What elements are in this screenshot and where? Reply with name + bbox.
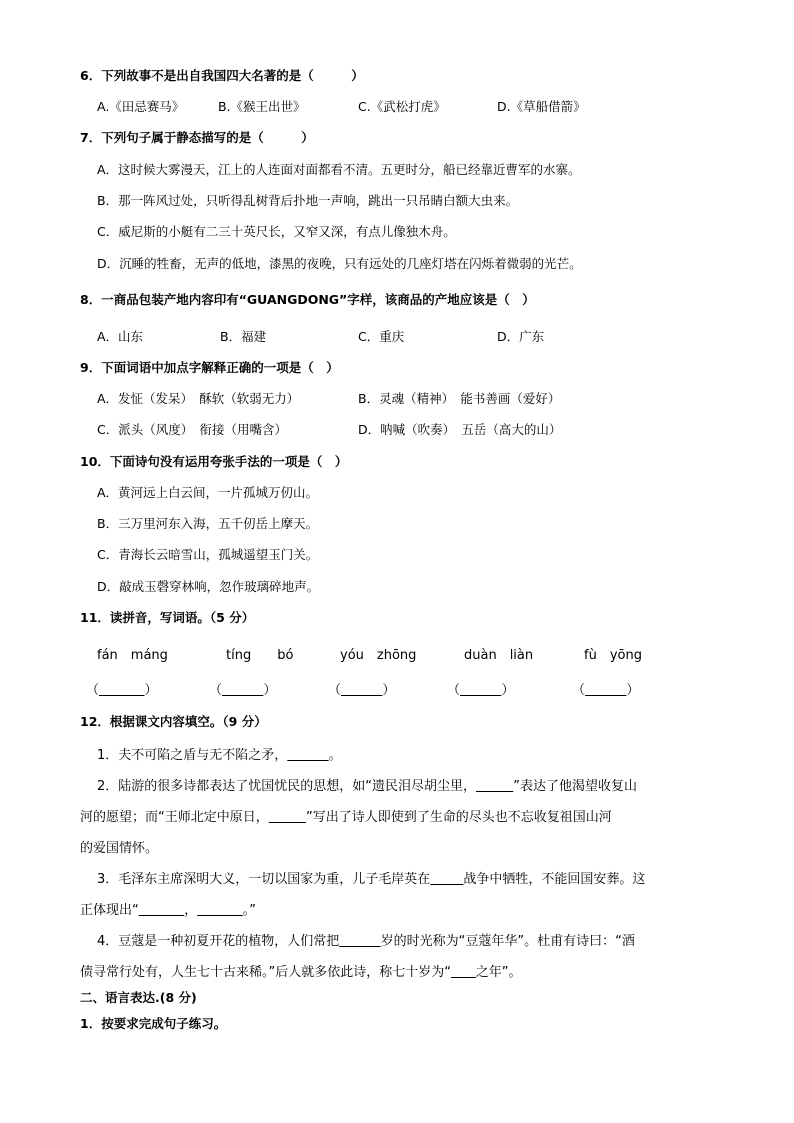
- bracket-close: ）: [626, 683, 640, 698]
- bracket-open: （: [572, 683, 586, 698]
- text: 之年”。: [475, 965, 522, 980]
- bracket-close: ）: [263, 683, 277, 698]
- bracket-close: ）: [144, 683, 158, 698]
- q8-option-b: B．福建: [220, 329, 267, 344]
- fill-blank[interactable]: [139, 903, 184, 918]
- q12-item-4-line-1: [97, 930, 635, 949]
- fill-blank[interactable]: [287, 748, 328, 763]
- q7-option-c: C．威尼斯的小艇有二三十英尺长，又窄又深，有点儿像独木舟。: [97, 224, 456, 239]
- q12-item-2-line-3: 的爱国情怀。: [80, 841, 159, 856]
- bracket-open: （: [328, 683, 342, 698]
- text: ”表达了他渴望收复山: [513, 779, 637, 794]
- answer-box-2[interactable]: [209, 679, 276, 698]
- text: 正体现出“: [80, 903, 139, 918]
- answer-box-4[interactable]: [447, 679, 514, 698]
- text: ，: [184, 903, 198, 918]
- q10-option-c: C．青海长云暗雪山，孤城遥望玉门关。: [97, 547, 319, 562]
- question-11-stem: 11．读拼音，写词语。（5 分）: [80, 610, 255, 625]
- q9-option-b: B．灵魂（精神） 能书善画（爱好）: [358, 391, 561, 406]
- pinyin-3: yóu zhōng: [340, 648, 417, 663]
- fill-blank[interactable]: [476, 779, 513, 794]
- text: 4．豆蔻是一种初夏开花的植物，人们常把: [97, 934, 340, 949]
- section-2-question-1: 1．按要求完成句子练习。: [80, 1016, 227, 1031]
- bracket-open: （: [86, 683, 100, 698]
- q12-item-4-line-2: [80, 961, 522, 980]
- text: 2．陆游的很多诗都表达了忧国忧民的思想，如“遗民泪尽胡尘里，: [97, 779, 477, 794]
- q12-item-3-line-2: [80, 899, 256, 918]
- fill-blank[interactable]: [197, 903, 242, 918]
- question-8-stem: 8．一商品包装产地内容印有“GUANGDONG”字样，该商品的产地应该是（ ）: [80, 292, 535, 307]
- pinyin-5: fù yōng: [584, 648, 642, 663]
- q12-item-3-line-1: [97, 868, 645, 887]
- answer-box-1[interactable]: [86, 679, 158, 698]
- question-9-stem: 9．下面词语中加点字解释正确的一项是（ ）: [80, 360, 339, 375]
- q9-option-c: C．派头（风度） 衔接（用嘴含）: [97, 422, 287, 437]
- q6-option-c: C.《武松打虎》: [358, 99, 446, 114]
- text: 河的愿望；而“王师北定中原日，: [80, 810, 269, 825]
- fill-blank[interactable]: [430, 872, 463, 887]
- text: 岁的时光称为“豆蔻年华”。杜甫有诗曰：“酒: [380, 934, 635, 949]
- q6-option-d: D.《草船借箭》: [497, 99, 586, 114]
- text: 1．夫不可陷之盾与无不陷之矛，: [97, 748, 288, 763]
- q12-item-2-line-1: [97, 775, 637, 794]
- question-10-stem: 10．下面诗句没有运用夸张手法的一项是（ ）: [80, 454, 348, 469]
- question-12-stem: 12．根据课文内容填空。（9 分）: [80, 714, 267, 729]
- q10-option-a: A．黄河远上白云间，一片孤城万仞山。: [97, 485, 319, 500]
- q12-item-1: [97, 744, 342, 763]
- question-6-stem: 6．下列故事不是出自我国四大名著的是（ ）: [80, 68, 364, 83]
- q8-option-c: C．重庆: [358, 329, 405, 344]
- q6-option-b: B.《猴王出世》: [218, 99, 306, 114]
- q10-option-d: D．敲成玉磬穿林响，忽作玻璃碎地声。: [97, 579, 320, 594]
- text: 。”: [242, 903, 256, 918]
- q10-option-b: B．三万里河东入海，五千仞岳上摩天。: [97, 516, 319, 531]
- text: 战争中牺牲，不能回国安葬。这: [463, 872, 646, 887]
- text: 3．毛泽东主席深明大义，一切以国家为重，儿子毛岸英在: [97, 872, 431, 887]
- text: 。: [328, 748, 342, 763]
- section-2-title: 二、语言表达.(8 分): [80, 990, 197, 1005]
- q7-option-a: A．这时候大雾漫天，江上的人连面对面都看不清。五更时分，船已经靠近曹军的水寨。: [97, 162, 581, 177]
- fill-blank[interactable]: [451, 965, 476, 980]
- pinyin-2: tíng bó: [226, 648, 294, 663]
- answer-box-5[interactable]: [572, 679, 639, 698]
- fill-blank[interactable]: [339, 934, 380, 949]
- q7-option-d: D．沉睡的牲畜，无声的低地，漆黑的夜晚，只有远处的几座灯塔在闪烁着微弱的光芒。: [97, 256, 582, 271]
- question-7-stem: 7．下列句子属于静态描写的是（ ）: [80, 130, 314, 145]
- answer-box-3[interactable]: [328, 679, 395, 698]
- text: ”写出了诗人即使到了生命的尽头也不忘收复祖国山河: [305, 810, 612, 825]
- text: 债寻常行处有，人生七十古来稀。”后人就多依此诗，称七十岁为“: [80, 965, 451, 980]
- q6-option-a: A.《田忌赛马》: [97, 99, 185, 114]
- q12-item-2-line-2: [80, 806, 612, 825]
- bracket-open: （: [447, 683, 461, 698]
- q7-option-b: B．那一阵风过处，只听得乱树背后扑地一声响，跳出一只吊睛白额大虫来。: [97, 193, 519, 208]
- pinyin-4: duàn liàn: [464, 648, 534, 663]
- bracket-close: ）: [501, 683, 515, 698]
- q9-option-a: A．发怔（发呆） 酥软（软弱无力）: [97, 391, 300, 406]
- bracket-close: ）: [382, 683, 396, 698]
- q9-option-d: D．呐喊（吹奏） 五岳（高大的山）: [358, 422, 562, 437]
- q8-option-a: A．山东: [97, 329, 144, 344]
- bracket-open: （: [209, 683, 223, 698]
- q8-option-d: D．广东: [497, 329, 545, 344]
- fill-blank[interactable]: [269, 810, 306, 825]
- pinyin-1: fán máng: [97, 648, 168, 663]
